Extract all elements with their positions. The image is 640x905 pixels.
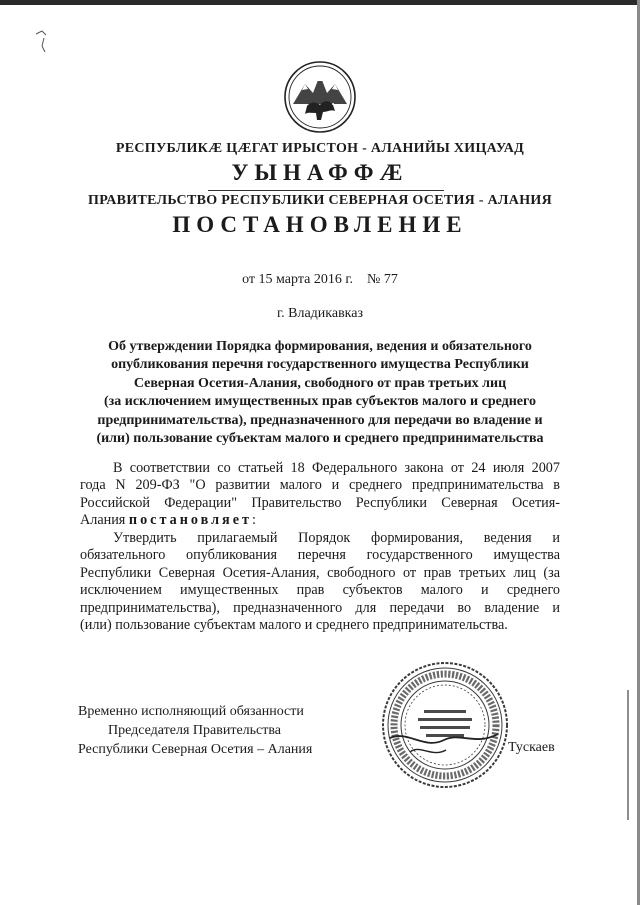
paragraph-line: исключением имущественных прав субъектов малого и среднего: [80, 582, 560, 599]
title-line: предпринимательства), предназначенного для передачи во владение и: [97, 412, 543, 428]
paragraph-line: (или) пользование субъектам малого и среднего предпринимательства.: [80, 617, 508, 634]
paragraph-line: обязательного опубликования перечня государственного имущества: [80, 547, 560, 564]
operative-paragraph: [80, 530, 560, 634]
date-prefix: от: [242, 272, 256, 287]
paragraph-text: Алания: [80, 512, 126, 529]
ossetian-doc-type: УЫНАФФӔ: [231, 160, 409, 185]
paragraph-line: предпринимательства), предназначенного для передачи во владение и: [80, 599, 560, 616]
signatory-surname: Тускаев: [508, 740, 555, 755]
paragraph-line: Утвердить прилагаемый Порядок формирования, ведения и: [113, 530, 560, 546]
coat-of-arms-emblem: [283, 60, 357, 134]
russian-doc-type: ПОСТАНОВЛЕНИЕ: [172, 212, 468, 237]
title-line: Северная Осетия-Алания, свободного от прав третьих лиц: [133, 375, 507, 391]
paragraph-line: года N 209-ФЗ "О развитии малого и среднего предпринимательства в: [80, 477, 560, 494]
colon: :: [251, 512, 256, 529]
russian-government-heading: ПРАВИТЕЛЬСТВО РЕСПУБЛИКИ СЕВЕРНАЯ ОСЕТИЯ - АЛАНИЯ: [88, 193, 552, 208]
header-divider: [208, 190, 444, 191]
signatory-position: Председателя Правительства: [108, 723, 282, 738]
date-line: [40, 272, 600, 288]
document-city: г. Владикавказ: [276, 306, 364, 321]
scan-edge-top: [0, 0, 640, 5]
scan-mark-margin: [626, 690, 630, 820]
title-line: (за исключением имущественных прав субъектов малого и среднего: [103, 394, 537, 410]
signatory-position: Республики Северная Осетия – Алания: [78, 742, 313, 757]
official-seal-stamp: [380, 660, 510, 790]
ossetian-republic-heading: РЕСПУБЛИКӔ ЦӔГАТ ИРЫСТОН - АЛАНИЙЫ ХИЦАУАД: [115, 141, 525, 156]
signatory-block: [78, 702, 348, 759]
title-line: Об утверждении Порядка формирования, ведения и обязательного: [108, 339, 532, 354]
resolves-keyword: постановляет: [128, 512, 252, 529]
signatory-position: Временно исполняющий обязанности: [78, 704, 304, 719]
paragraph-line: В соответствии со статьей 18 Федерального закона от 24 июля 2007: [113, 460, 560, 476]
title-line: опубликования перечня государственного имущества Республики: [111, 357, 529, 373]
paragraph-line: Российской Федерации" Правительство Республики Северная Осетия-: [80, 494, 560, 511]
scan-mark: [34, 28, 54, 58]
preamble-paragraph: [80, 460, 560, 530]
paragraph-line: [80, 512, 560, 529]
document-number: № 77: [367, 272, 398, 287]
document-date: 15 марта 2016 г.: [258, 272, 354, 287]
resolution-title: [60, 338, 580, 448]
paragraph-line: Республики Северная Осетия-Алания, свободного от прав третьих лиц (за: [80, 564, 560, 581]
title-line: (или) пользование субъектам малого и среднего предпринимательства: [96, 431, 544, 447]
